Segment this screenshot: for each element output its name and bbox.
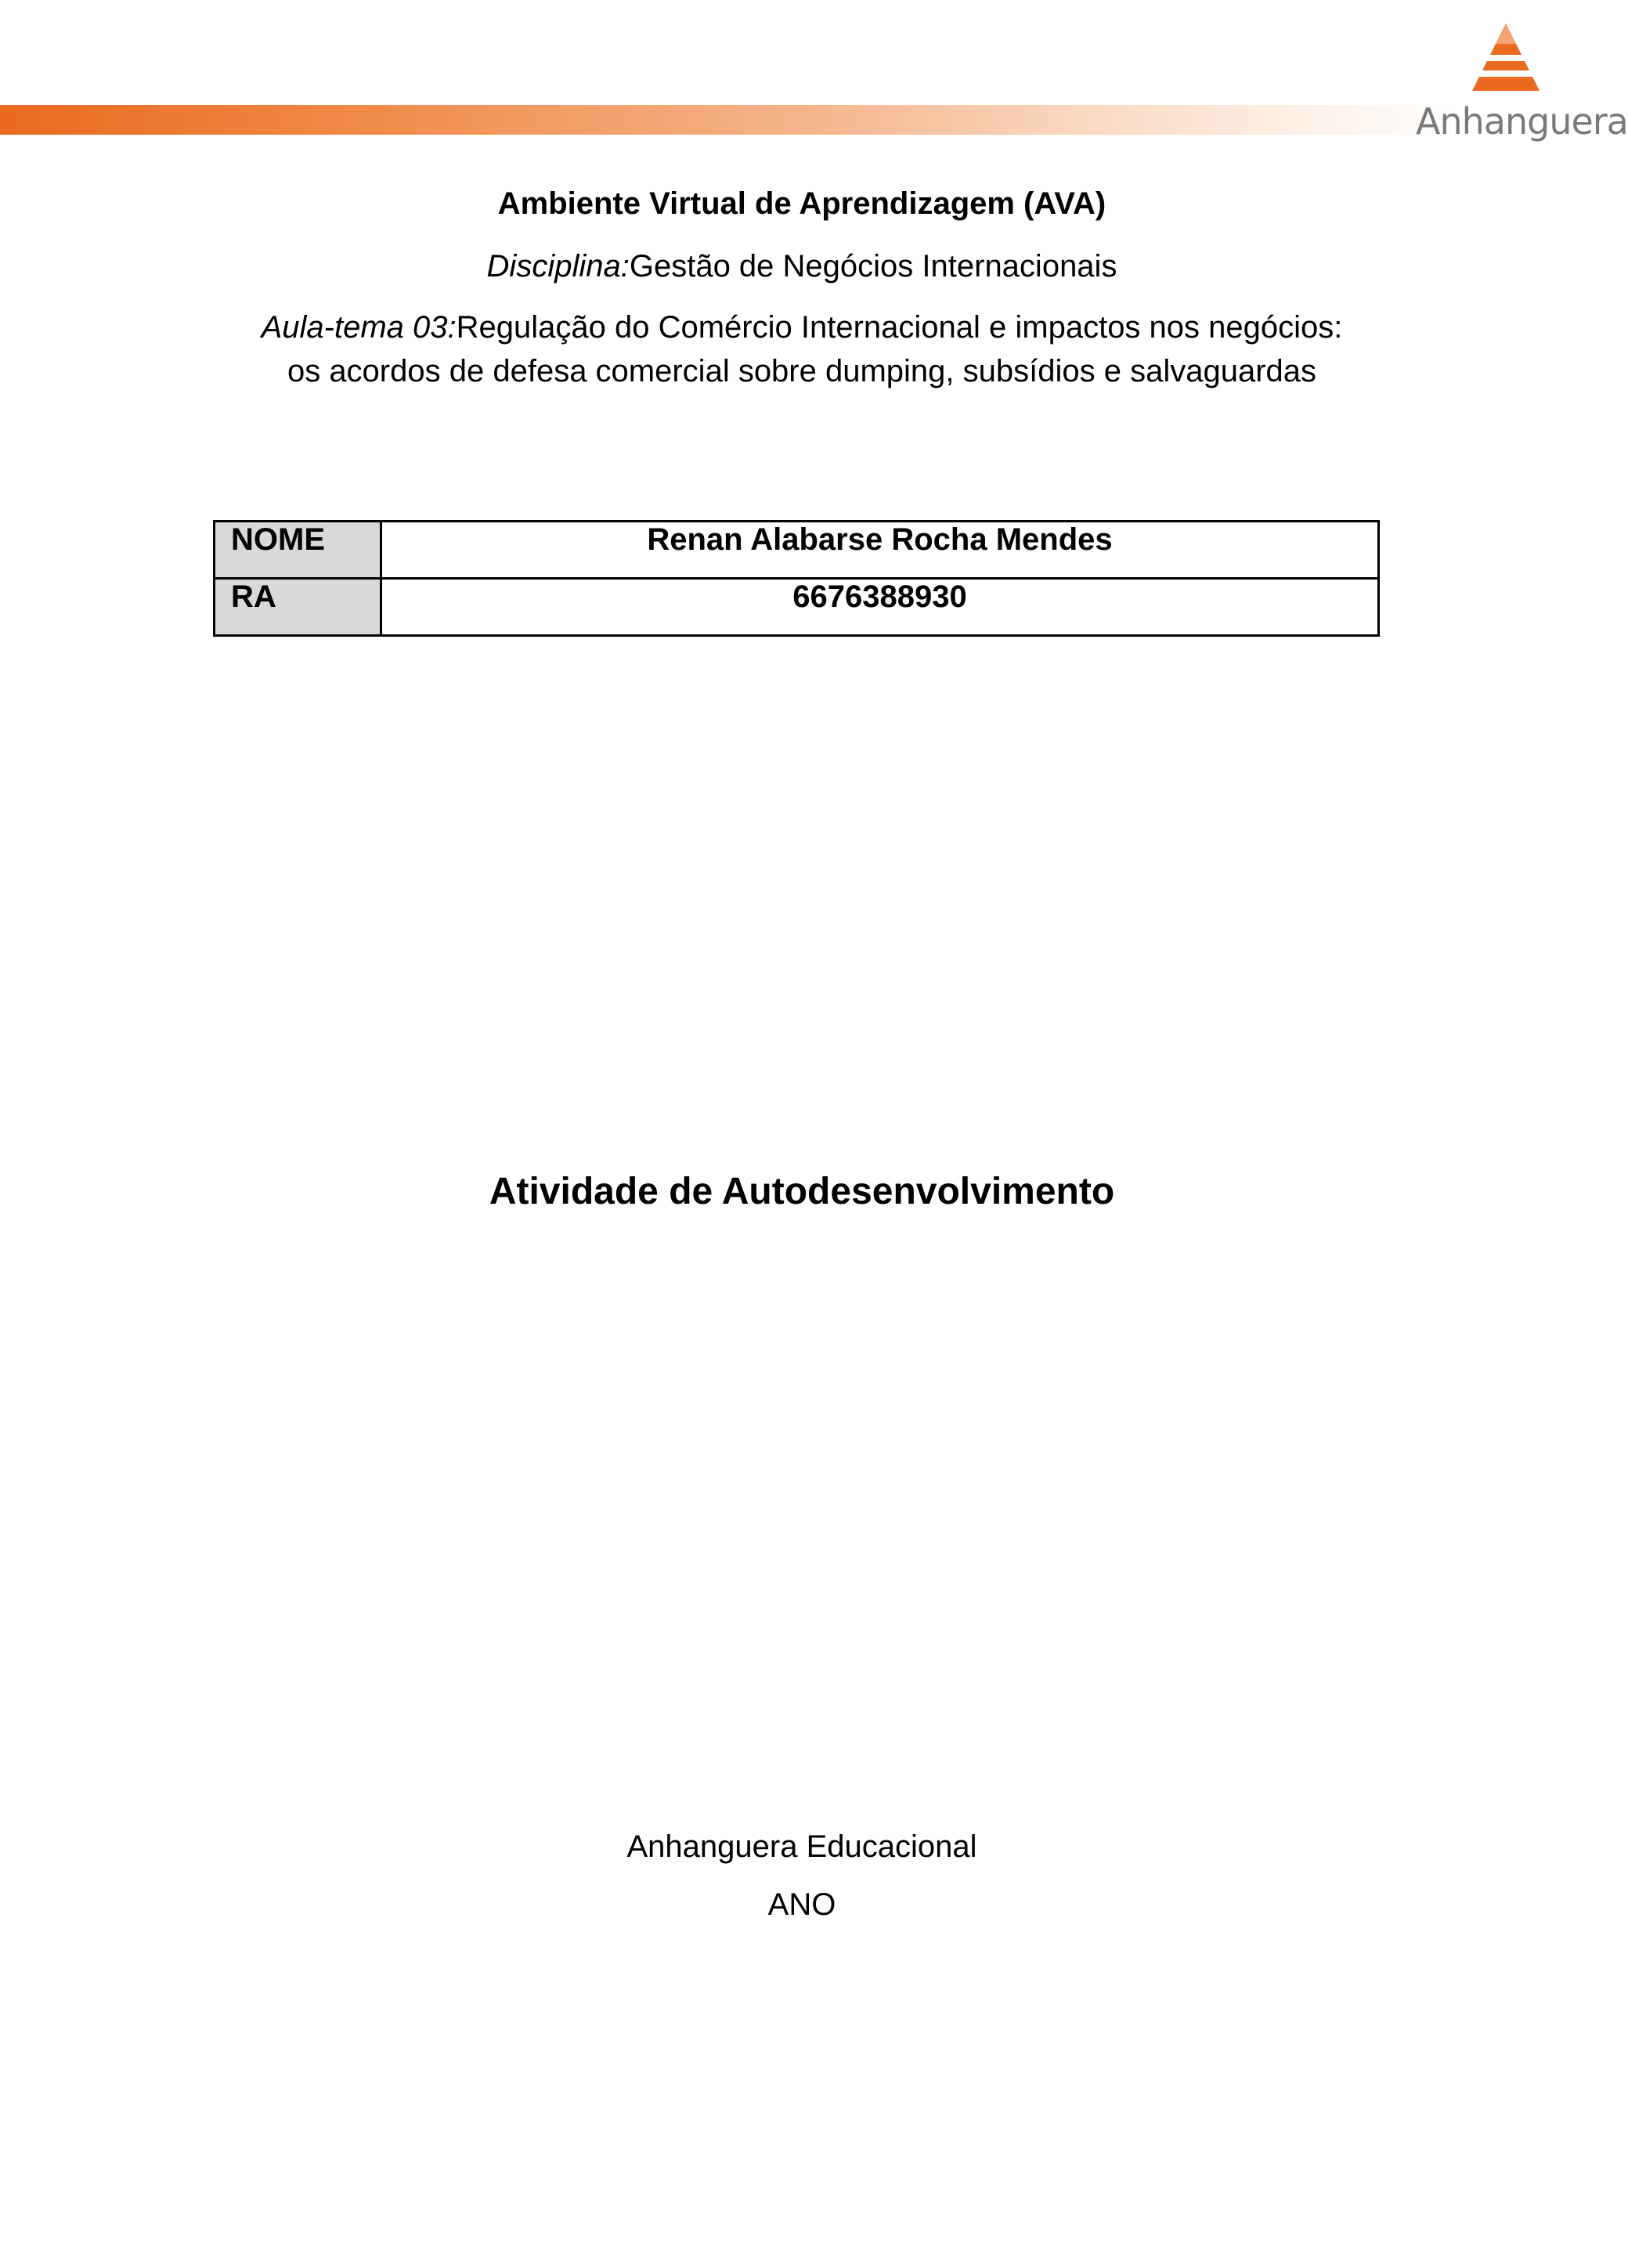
activity-title: Atividade de Autodesenvolvimento bbox=[489, 1171, 1115, 1212]
year-label: ANO bbox=[767, 1887, 836, 1922]
nome-label: NOME bbox=[215, 522, 381, 579]
institution-name: Anhanguera Educacional bbox=[626, 1829, 977, 1864]
disciplina-label: Disciplina: bbox=[486, 249, 630, 284]
brand-logo bbox=[1416, 22, 1628, 147]
ava-title: Ambiente Virtual de Aprendizagem (AVA) bbox=[497, 186, 1106, 221]
table-row bbox=[215, 579, 1379, 636]
aula-tema bbox=[0, 305, 1604, 393]
nome-value: Renan Alabarse Rocha Mendes bbox=[381, 522, 1379, 579]
anhanguera-triangle-logo-icon bbox=[1471, 22, 1541, 92]
aula-label: Aula-tema 03: bbox=[261, 310, 457, 345]
table-row bbox=[215, 522, 1379, 579]
ra-label: RA bbox=[215, 579, 381, 636]
logo-text: Anhanguera bbox=[1416, 100, 1628, 143]
ra-value: 6676388930 bbox=[381, 579, 1379, 636]
disciplina-line bbox=[0, 249, 1604, 284]
aula-line-1 bbox=[0, 305, 1604, 349]
header-accent-bar bbox=[0, 105, 1457, 135]
aula-line-2: os acordos de defesa comercial sobre dumping, subsídios e salvaguardas bbox=[287, 354, 1317, 388]
disciplina-value: Gestão de Negócios Internacionais bbox=[629, 249, 1117, 284]
student-info-table bbox=[213, 520, 1380, 637]
aula-text-1: Regulação do Comércio Internacional e impactos nos negócios: bbox=[456, 310, 1343, 345]
